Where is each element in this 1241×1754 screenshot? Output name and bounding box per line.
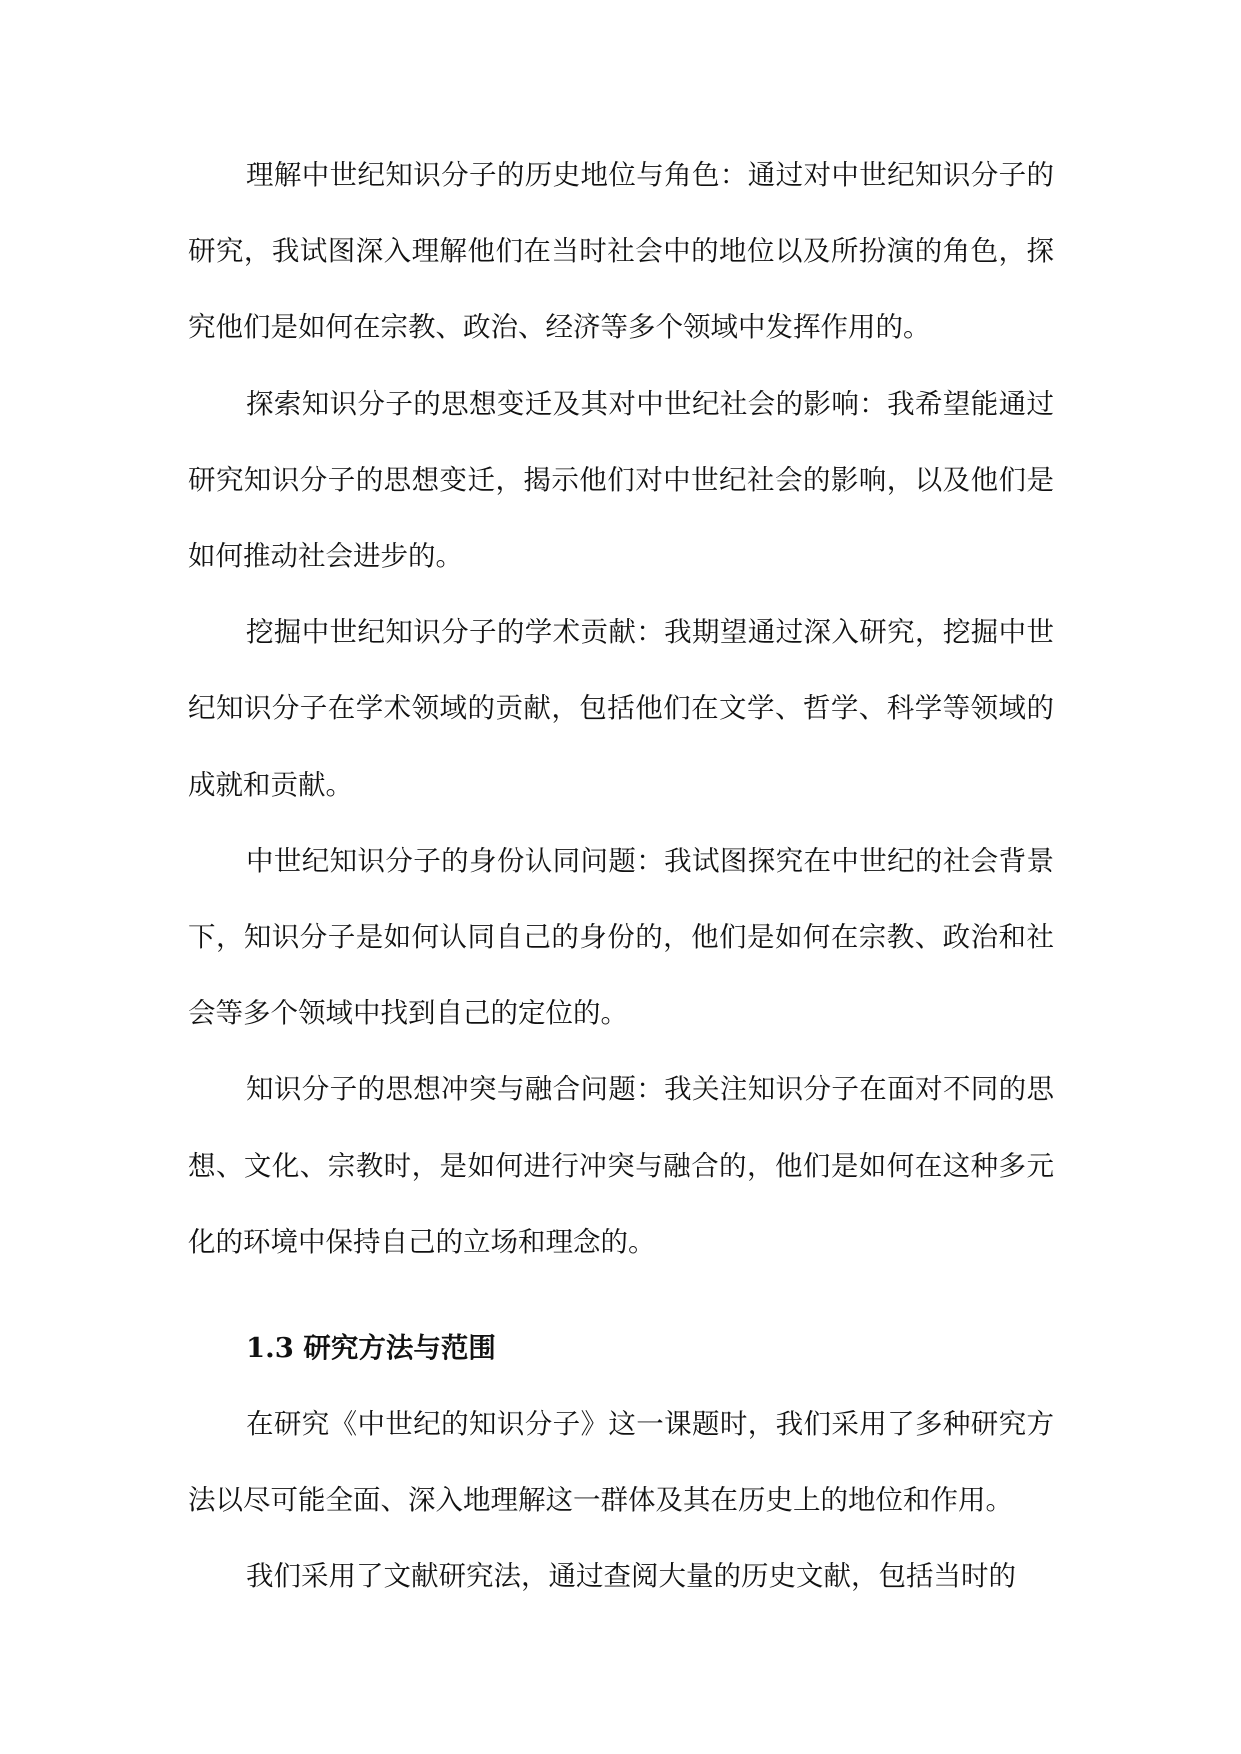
paragraph-literature-method: 我们采用了文献研究法，通过查阅大量的历史文献，包括当时的 — [246, 1560, 1016, 1593]
paragraph-thought-change: 探索知识分子的思想变迁及其对中世纪社会的影响：我希望能通过研究知识分子的思想变迁，揭示他们对中世纪社会的影响，以及他们是如何推动社会进步的。 — [188, 387, 1054, 573]
paragraph-identity: 中世纪知识分子的身份认同问题：我试图探究在中世纪的社会背景下，知识分子是如何认同自己的身份的，他们是如何在宗教、政治和社会等多个领域中找到自己的定位的。 — [188, 844, 1054, 1030]
section-heading: 1.3 研究方法与范围 — [246, 1332, 496, 1365]
document-body — [188, 137, 1054, 1615]
paragraph-academic-contribution: 挖掘中世纪知识分子的学术贡献：我期望通过深入研究，挖掘中世纪知识分子在学术领域的贡献，包括他们在文学、哲学、科学等领域的成就和贡献。 — [188, 616, 1054, 801]
paragraph-conflict-fusion: 知识分子的思想冲突与融合问题：我关注知识分子在面对不同的思想、文化、宗教时，是如何进行冲突与融合的，他们是如何在这种多元化的环境中保持自己的立场和理念的。 — [188, 1073, 1054, 1258]
paragraph-methods-intro: 在研究《中世纪的知识分子》这一课题时，我们采用了多种研究方法以尽可能全面、深入地理解这一群体及其在历史上的地位和作用。 — [188, 1408, 1054, 1517]
paragraph-historical-role: 理解中世纪知识分子的历史地位与角色：通过对中世纪知识分子的研究，我试图深入理解他们在当时社会中的地位以及所扮演的角色，探究他们是如何在宗教、政治、经济等多个领域中发挥作用的。 — [188, 159, 1054, 344]
